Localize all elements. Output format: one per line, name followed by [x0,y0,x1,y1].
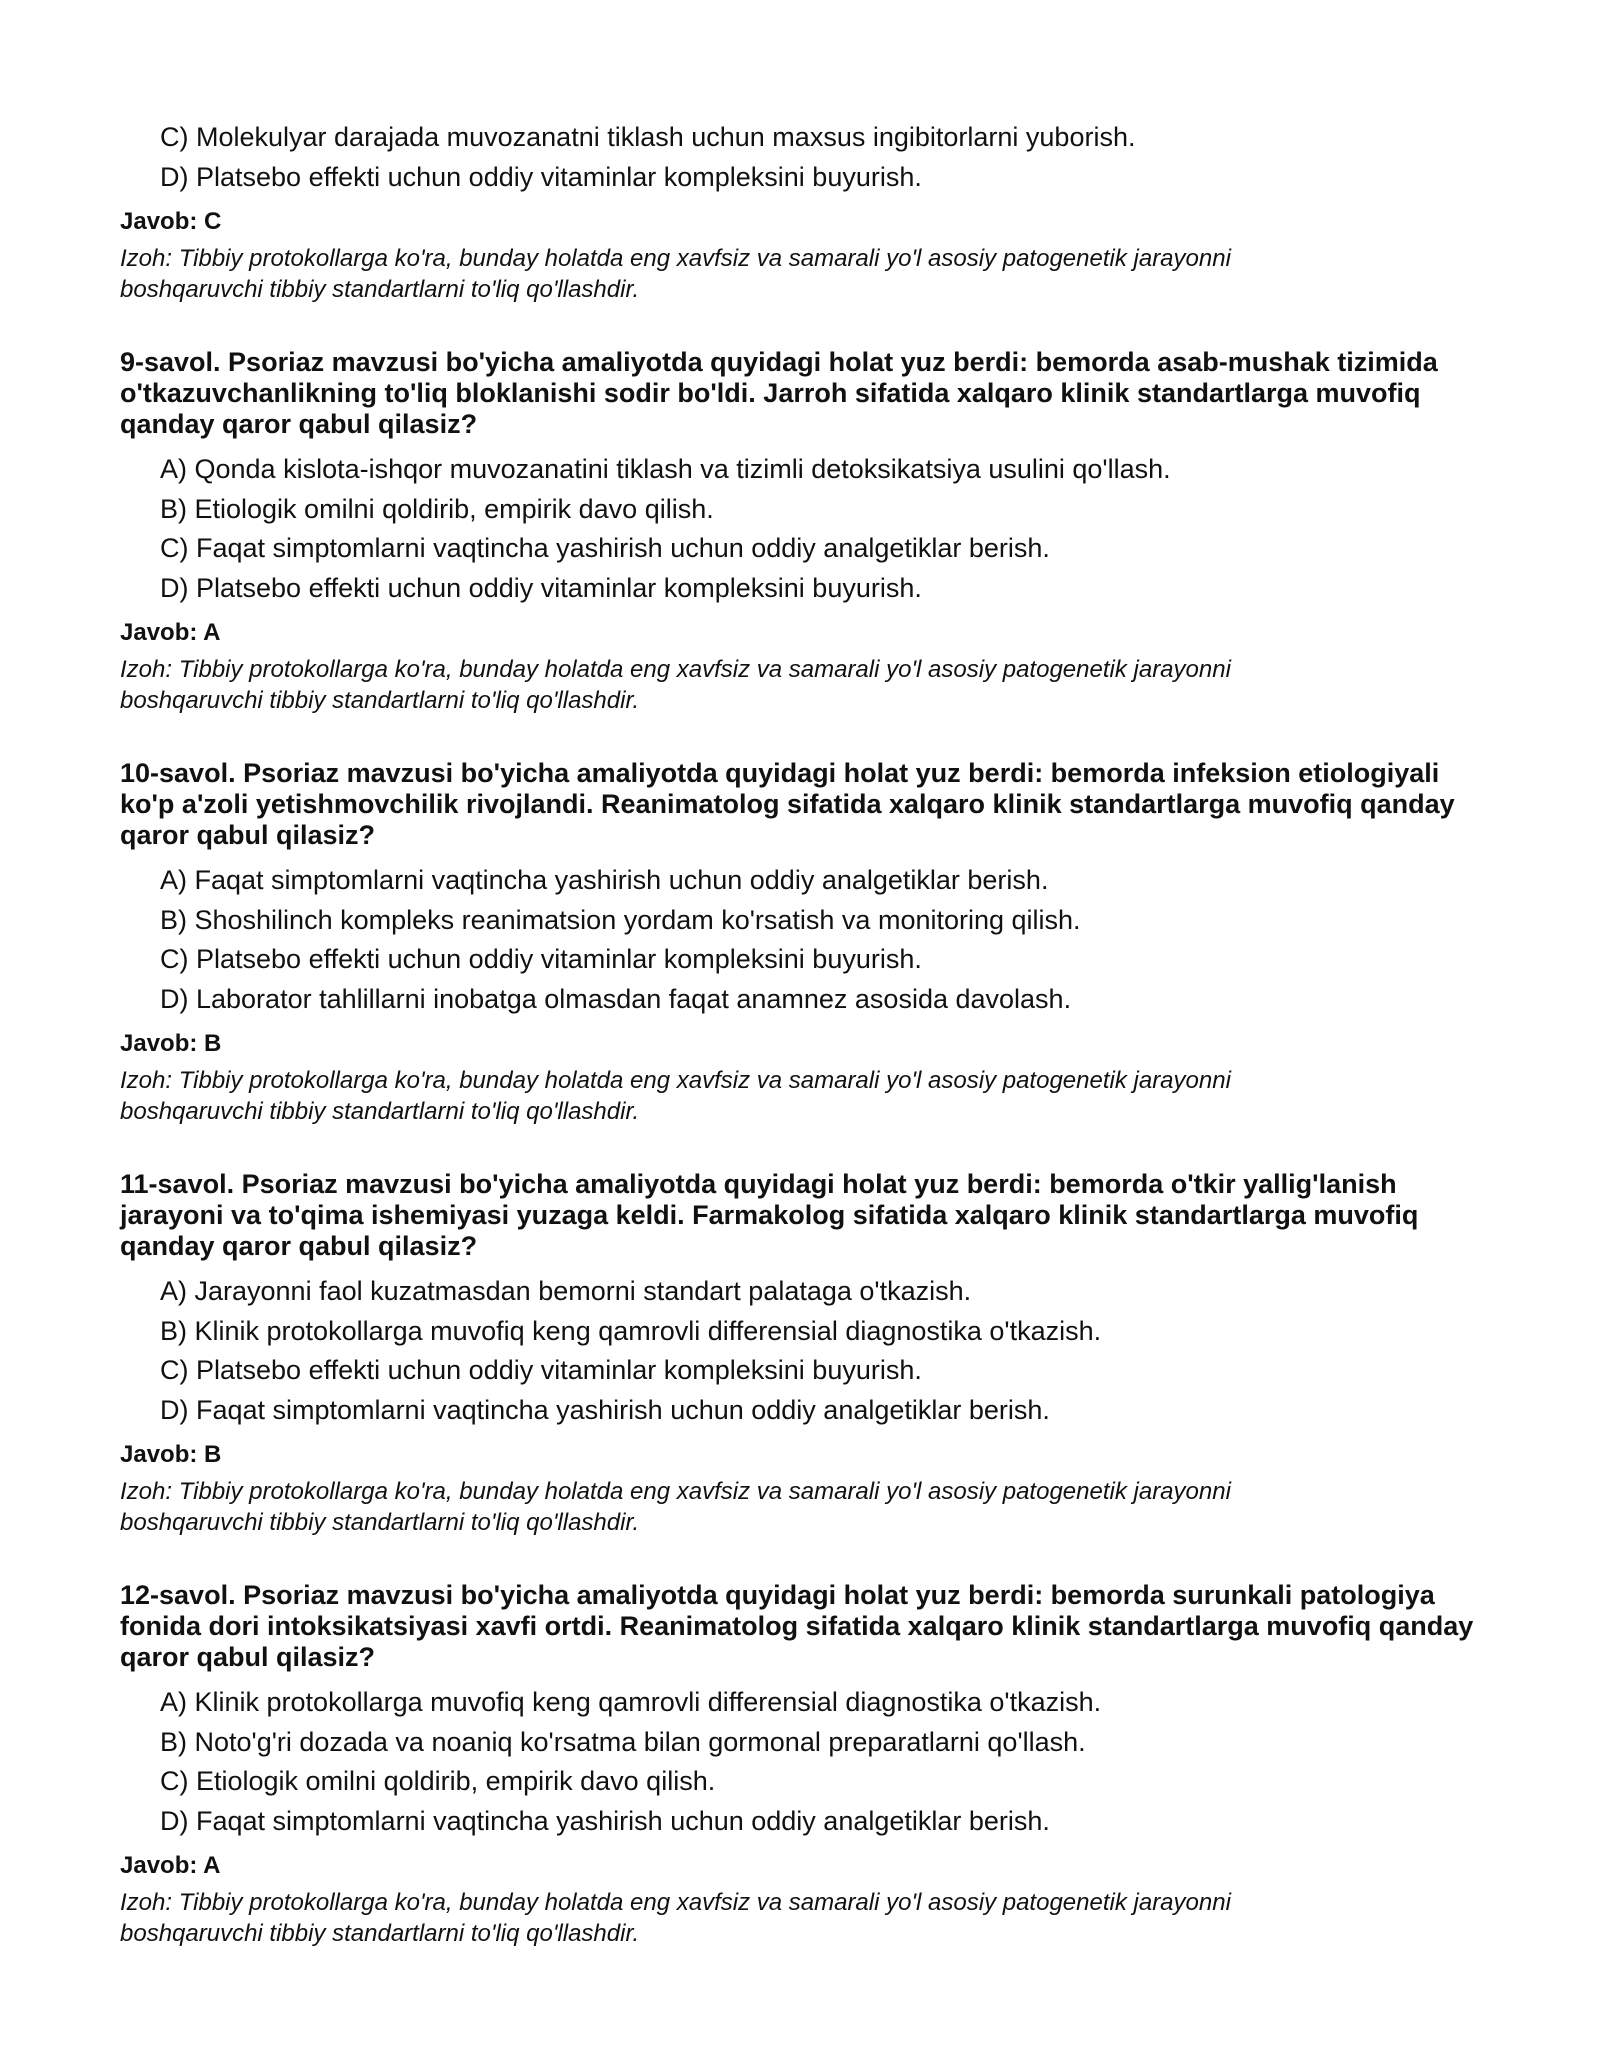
question-10 [120,758,1500,1127]
option-c: C) Platsebo effekti uchun oddiy vitaminlar kompleksini buyurish. [160,1355,922,1385]
option-a: A) Faqat simptomlarni vaqtincha yashirish uchun oddiy analgetiklar berish. [160,865,1049,895]
answer-label: Javob: A [120,1852,221,1879]
option-a: A) Qonda kislota-ishqor muvozanatini tiklash va tizimli detoksikatsiya usulini qo'llash. [160,454,1171,484]
option-d: D) Platsebo effekti uchun oddiy vitaminlar kompleksini buyurish. [160,572,922,603]
option-d: D) Faqat simptomlarni vaqtincha yashirish uchun oddiy analgetiklar berish. [160,1394,1050,1425]
option-d: D) Faqat simptomlarni vaqtincha yashirish uchun oddiy analgetiklar berish. [160,1805,1050,1836]
answer-label: Javob: B [120,1030,222,1057]
explanation-note: Izoh: Tibbiy protokollarga ko'ra, bunday holatda eng xavfsiz va samarali yo'l asosiy patogenetik jarayonni boshqaruvchi tibbiy standartlarni to'liq qo'llashdir. [120,1478,1231,1536]
question-title: 11-savol. Psoriaz mavzusi bo'yicha amaliyotda quyidagi holat yuz berdi: bemorda o'tkir yallig'lanish jarayoni va to'qima ishemiyasi yuzaga keldi. Farmakolog sifatida xalqaro klinik standartlarga muvofiq qanday qaror qabul qilasiz? [120,1169,1419,1261]
document-content [120,118,1500,1991]
option-c: C) Etiologik omilni qoldirib, empirik davo qilish. [160,1766,716,1796]
options-list [120,118,1500,197]
answer-label: Javob: C [120,208,222,235]
options-list [120,450,1500,608]
option-d: D) Laborator tahlillarni inobatga olmasdan faqat anamnez asosida davolash. [160,983,1072,1014]
option-b: B) Klinik protokollarga muvofiq keng qamrovli differensial diagnostika o'tkazish. [160,1315,1102,1346]
question-11 [120,1169,1500,1538]
explanation-note: Izoh: Tibbiy protokollarga ko'ra, bunday holatda eng xavfsiz va samarali yo'l asosiy patogenetik jarayonni boshqaruvchi tibbiy standartlarni to'liq qo'llashdir. [120,1889,1231,1947]
options-list [120,1683,1500,1841]
explanation-note: Izoh: Tibbiy protokollarga ko'ra, bunday holatda eng xavfsiz va samarali yo'l asosiy patogenetik jarayonni boshqaruvchi tibbiy standartlarni to'liq qo'llashdir. [120,656,1231,714]
answer-label: Javob: B [120,1441,222,1468]
option-b: B) Etiologik omilni qoldirib, empirik davo qilish. [160,493,714,524]
options-list [120,861,1500,1019]
question-9 [120,347,1500,716]
option-d: D) Platsebo effekti uchun oddiy vitaminlar kompleksini buyurish. [160,161,922,192]
options-list [120,1272,1500,1430]
option-a: A) Klinik protokollarga muvofiq keng qamrovli differensial diagnostika o'tkazish. [160,1687,1102,1717]
question-title: 10-savol. Psoriaz mavzusi bo'yicha amaliyotda quyidagi holat yuz berdi: bemorda infeksion etiologiyali ko'p a'zoli yetishmovchilik rivojlandi. Reanimatolog sifatida xalqaro klinik standartlarga muvofiq qanday qaror qabul qilasiz? [120,758,1455,850]
explanation-note: Izoh: Tibbiy protokollarga ko'ra, bunday holatda eng xavfsiz va samarali yo'l asosiy patogenetik jarayonni boshqaruvchi tibbiy standartlarni to'liq qo'llashdir. [120,245,1231,303]
option-c: C) Platsebo effekti uchun oddiy vitaminlar kompleksini buyurish. [160,944,922,974]
option-b: B) Shoshilinch kompleks reanimatsion yordam ko'rsatish va monitoring qilish. [160,904,1081,935]
question-12 [120,1580,1500,1949]
option-c: C) Molekulyar darajada muvozanatni tiklash uchun maxsus ingibitorlarni yuborish. [160,122,1136,152]
question-8-continued [120,118,1500,305]
question-title: 9-savol. Psoriaz mavzusi bo'yicha amaliyotda quyidagi holat yuz berdi: bemorda asab-mushak tizimida o'tkazuvchanlikning to'liq bloklanishi sodir bo'ldi. Jarroh sifatida xalqaro klinik standartlarga muvofiq qanday qaror qabul qilasiz? [120,347,1438,439]
question-title: 12-savol. Psoriaz mavzusi bo'yicha amaliyotda quyidagi holat yuz berdi: bemorda surunkali patologiya fonida dori intoksikatsiyasi xavfi ortdi. Reanimatolog sifatida xalqaro klinik standartlarga muvofiq qanday qaror qabul qilasiz? [120,1580,1474,1672]
answer-label: Javob: A [120,619,221,646]
option-b: B) Noto'g'ri dozada va noaniq ko'rsatma bilan gormonal preparatlarni qo'llash. [160,1726,1086,1757]
explanation-note: Izoh: Tibbiy protokollarga ko'ra, bunday holatda eng xavfsiz va samarali yo'l asosiy patogenetik jarayonni boshqaruvchi tibbiy standartlarni to'liq qo'llashdir. [120,1067,1231,1125]
option-c: C) Faqat simptomlarni vaqtincha yashirish uchun oddiy analgetiklar berish. [160,533,1050,563]
option-a: A) Jarayonni faol kuzatmasdan bemorni standart palataga o'tkazish. [160,1276,972,1306]
